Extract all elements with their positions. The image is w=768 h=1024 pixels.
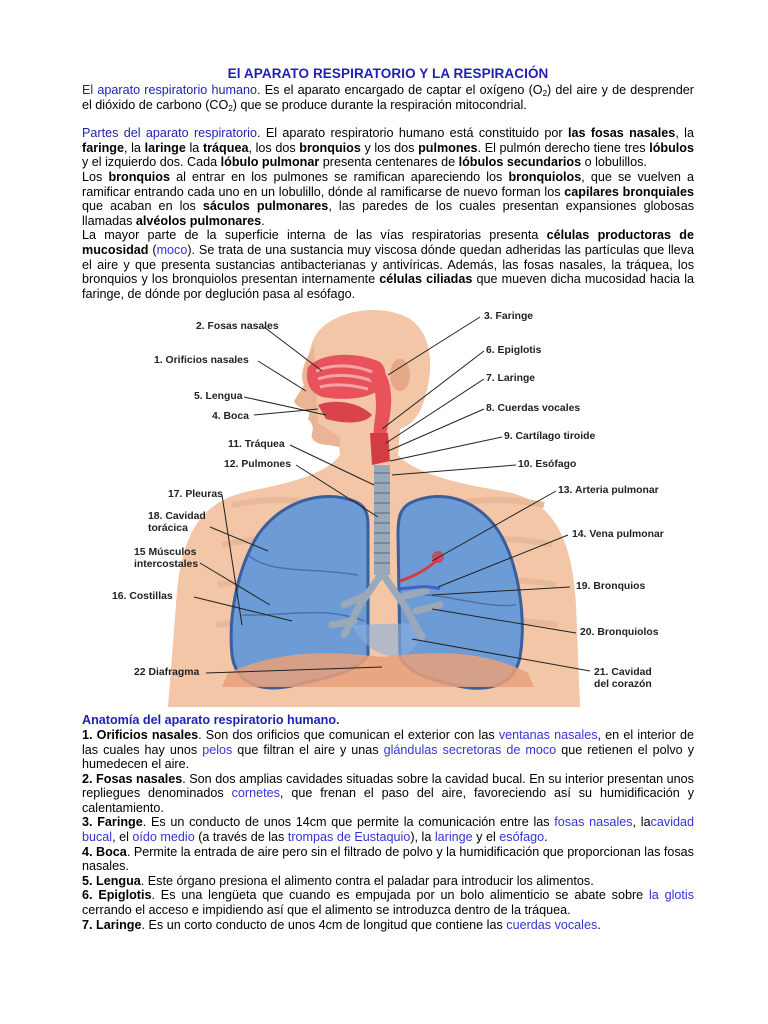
intro-text-2: ) del aire y de desprender el dióxido de carbono (CO	[82, 83, 695, 112]
text-link[interactable]: cuerdas vocales	[506, 917, 598, 932]
ear-shape	[390, 359, 410, 391]
text-link[interactable]: glándulas secretoras de moco	[383, 742, 557, 757]
text-link[interactable]: oído medio	[132, 830, 195, 845]
bold-term: tráquea	[202, 140, 249, 155]
bold-term: 3. Faringe	[82, 815, 143, 830]
label-traquea: 11. Tráquea	[228, 439, 285, 451]
text-run: y el izquierdo dos. Cada	[82, 155, 221, 170]
anatomy-item-1	[82, 728, 694, 772]
text-run: , la	[124, 140, 145, 155]
text-run: . Es un corto conducto de unos 4cm de longitud que contiene las	[141, 917, 507, 932]
text-run: , la	[675, 126, 694, 141]
text-link[interactable]: cavidad bucal	[82, 815, 695, 845]
text-run: ). Se trata de una sustancia muy viscosa dónde quedan adheridas las partículas que lleva el aire y que presenta sustancias antibacterianas y antivíricas. Además, las fosas nasales, la tráquea, los bronquios y los bronquiolos presentan internamente	[82, 242, 694, 287]
text-run: , que se vuelven a ramificar entrando cada uno en un lobulillo, dónde al ramificarse de nuevo forman los	[82, 169, 694, 199]
text-run: . Son dos orificios que comunican el exterior con las	[198, 727, 499, 742]
intro-sub-1: 2	[542, 89, 548, 98]
parts-heading: Partes del aparato respiratorio	[82, 126, 257, 141]
text-run: , las paredes de los cuales presentan expansiones globosas llamadas	[82, 199, 694, 228]
label-epiglotis: 6. Epiglotis	[486, 345, 542, 357]
intro-sub-2: 2	[228, 103, 233, 113]
bold-term: faringe	[82, 140, 124, 155]
label-cuerdas-vocales: 8. Cuerdas vocales	[486, 403, 581, 415]
label-diafragma: 22 Diafragma	[134, 667, 200, 679]
bold-term: las fosas nasales	[567, 126, 676, 141]
text-run: . Son dos amplias cavidades situadas sobre la cavidad bucal. En su interior presentan unos repliegues denominados	[82, 771, 694, 801]
bold-term: alvéolos pulmonares	[135, 213, 262, 228]
bold-term: bronquiolos	[508, 169, 582, 184]
text-run: . Es una lengüeta que cuando es empujada por un bolo alimenticio se abate sobre	[151, 888, 649, 903]
label-costillas: 16. Costillas	[112, 591, 173, 603]
anatomy-item-3	[82, 815, 694, 844]
label-cavidad-toracica-2: torácica	[148, 523, 188, 535]
label-musculos: 15 Músculos	[134, 547, 197, 559]
text-run: , la	[632, 815, 651, 830]
label-musculos-2: intercostales	[134, 559, 199, 571]
intro-term: El aparato respiratorio humano	[82, 83, 257, 97]
text-run: (	[148, 242, 157, 257]
text-run: cerrando el acceso e impidiendo así que el alimento se introduzca dentro de la tráquea.	[82, 903, 571, 918]
text-run: al entrar en los pulmones se ramifican apareciendo los	[170, 169, 509, 184]
text-run: . El pulmón derecho tiene tres	[477, 140, 650, 155]
text-run: presenta centenares de	[319, 155, 459, 170]
trachea	[374, 465, 390, 575]
parts-paragraph-2	[82, 170, 694, 228]
text-link[interactable]: la glotis	[648, 888, 694, 903]
text-run: la	[185, 140, 203, 155]
text-run: . Este órgano presiona el alimento contra el paladar para introducir los alimentos.	[140, 873, 594, 888]
bold-term: células ciliadas	[379, 272, 473, 287]
text-run: que acaban en los	[82, 199, 203, 214]
bold-term: sáculos pulmonares	[202, 199, 329, 214]
text-run: La mayor parte de la superficie interna de las vías respiratorias presenta	[82, 228, 547, 243]
label-fosas-nasales: 2. Fosas nasales	[196, 321, 279, 333]
text-link[interactable]: ventanas nasales	[498, 727, 598, 742]
text-run: .	[544, 830, 548, 845]
text-run: y el	[472, 830, 500, 845]
bold-term: capilares bronquiales	[564, 184, 694, 199]
text-run: que filtran el aire y unas	[232, 742, 384, 757]
intro-text-3: ) que se produce durante la respiración mitocondrial.	[232, 97, 527, 112]
label-laringe: 7. Laringe	[486, 373, 536, 385]
bold-term: bronquios	[299, 140, 361, 155]
bold-term: 2. Fosas nasales	[82, 771, 183, 786]
text-run: Los	[82, 169, 109, 184]
label-arteria-pulmonar: 13. Arteria pulmonar	[558, 485, 659, 497]
anatomy-item-4	[82, 845, 694, 874]
text-link[interactable]: moco	[156, 242, 188, 257]
text-run: ), la	[410, 830, 435, 845]
bold-term: lóbulo pulmonar	[220, 155, 320, 170]
text-link[interactable]: laringe	[434, 830, 473, 845]
label-lengua: 5. Lengua	[194, 391, 243, 403]
anatomy-item-5	[82, 874, 694, 889]
label-esofago: 10. Esófago	[518, 459, 577, 471]
bold-term: pulmones	[418, 140, 478, 155]
text-link[interactable]: esófago	[499, 830, 545, 845]
label-bronquios: 19. Bronquios	[576, 581, 646, 593]
text-run: (a través de las	[194, 830, 288, 845]
text-link[interactable]: cornetes	[231, 786, 280, 801]
text-run: . Es un conducto de unos 14cm que permite la comunicación entre las	[142, 815, 555, 830]
text-run: .	[261, 213, 265, 228]
text-run: , el	[112, 830, 133, 845]
parts-paragraph-1	[82, 126, 694, 170]
bold-term: 1. Orificios nasales	[82, 727, 199, 742]
anatomy-item-2	[82, 772, 694, 816]
text-run: que retienen el polvo y humedecen el aire.	[82, 742, 694, 772]
label-boca: 4. Boca	[212, 411, 249, 423]
text-run: , los dos	[248, 140, 300, 155]
bold-term: 7. Laringe	[82, 917, 142, 932]
label-cavidad-corazon: 21. Cavidad	[594, 667, 652, 679]
text-run: . Permite la entrada de aire pero sin el filtrado de polvo y la humidificación que proporcionan las fosas nasales.	[82, 844, 694, 874]
text-run: , que frenan el paso del aire, favoreciendo así su humidificación y calentamiento.	[82, 786, 694, 815]
bold-term: células productoras de mucosidad	[82, 228, 694, 257]
bold-term: 5. Lengua	[82, 873, 141, 888]
anatomy-item-7	[82, 918, 694, 933]
bold-term: 4. Boca	[82, 844, 127, 859]
page-title: El APARATO RESPIRATORIO Y LA RESPIRACIÓN	[227, 66, 549, 81]
bold-term: lóbulos	[649, 140, 694, 155]
text-link[interactable]: pelos	[202, 742, 233, 757]
label-pleuras: 17. Pleuras	[168, 489, 223, 501]
anatomy-heading	[82, 713, 694, 728]
text-link[interactable]: trompas de Eustaquio	[287, 830, 411, 845]
intro-paragraph	[82, 83, 694, 112]
bold-term: 6. Epiglotis	[82, 888, 152, 903]
label-vena-pulmonar: 14. Vena pulmonar	[572, 529, 664, 541]
label-cavidad-toracica: 18. Cavidad	[148, 511, 206, 523]
respiratory-diagram	[82, 305, 694, 707]
text-run: que mueven dicha mucosidad hacia la faringe, de dónde por deglución pasa al esófago.	[82, 272, 694, 301]
anatomy-item-6	[82, 888, 694, 917]
text-run: o lobulillos.	[581, 155, 647, 170]
anatomy-heading-text: Anatomía del aparato respiratorio humano.	[82, 713, 340, 728]
label-orificios-nasales: 1. Orificios nasales	[154, 355, 249, 367]
label-cavidad-corazon-2: del corazón	[594, 679, 652, 691]
bold-term: bronquios	[108, 169, 170, 184]
label-pulmones: 12. Pulmones	[224, 459, 291, 471]
bold-term: laringe	[144, 140, 186, 155]
label-bronquiolos: 20. Bronquiolos	[580, 627, 659, 639]
document-page	[82, 66, 694, 932]
label-faringe: 3. Faringe	[484, 311, 534, 323]
text-run: y los dos	[360, 140, 419, 155]
label-cartilago-tiroide: 9. Cartílago tiroide	[504, 431, 596, 443]
bold-term: lóbulos secundarios	[458, 155, 582, 170]
larynx	[370, 433, 390, 465]
text-run: .	[597, 917, 601, 932]
text-link[interactable]: fosas nasales	[554, 815, 633, 830]
text-run: , en el interior de las cuales hay unos	[82, 727, 694, 757]
parts-paragraph-3	[82, 228, 694, 301]
text-run: . El aparato respiratorio humano está constituido por	[256, 126, 568, 141]
intro-text-1: . Es el aparato encargado de captar el oxígeno (O	[257, 83, 543, 97]
